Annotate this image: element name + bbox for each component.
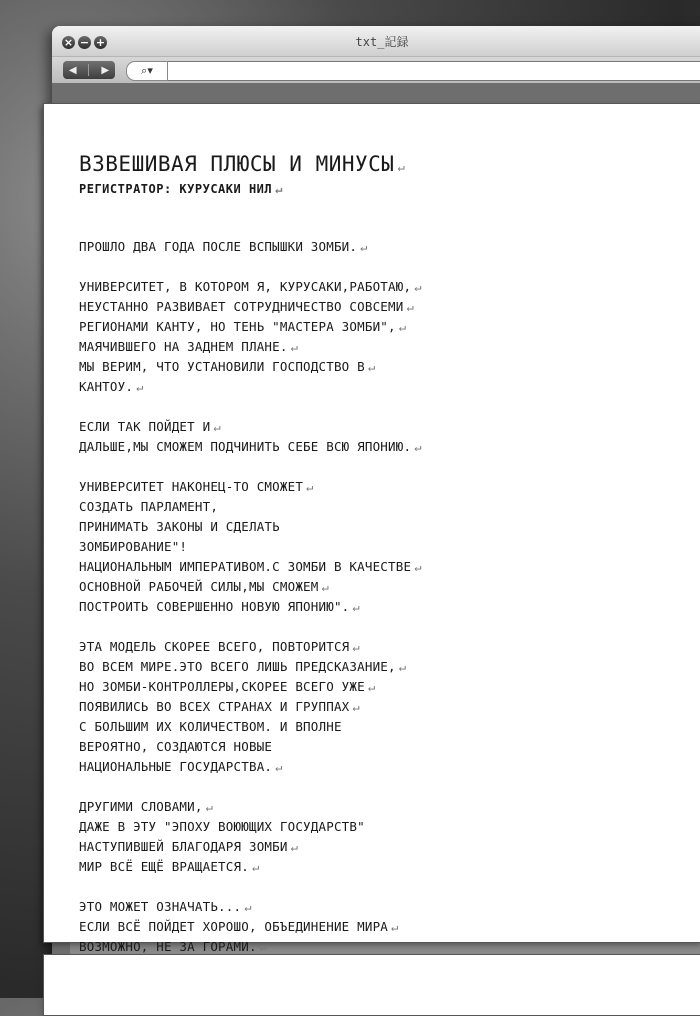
back-icon[interactable]: ◀ [68, 64, 77, 76]
return-icon: ↵ [321, 580, 329, 594]
address-bar[interactable] [160, 61, 700, 81]
return-icon: ↵ [251, 860, 260, 874]
text-line [79, 317, 549, 337]
document-text [79, 150, 549, 977]
line-text: КАНТОУ. [79, 379, 134, 394]
line-text: МИР ВСЁ ЕЩЁ ВРАЩАЕТСЯ. [79, 859, 249, 874]
line-text: ВОЗМОЖНО, НЕ ЗА ГОРАМИ. [79, 939, 257, 954]
line-text: ЗОМБИРОВАНИЕ"! [79, 539, 188, 554]
window-title: txt_記録 [355, 35, 409, 49]
line-text: ПОСТРОИТЬ СОВЕРШЕННО НОВУЮ ЯПОНИЮ". [79, 599, 350, 614]
text-line [79, 577, 549, 597]
text-line [79, 557, 549, 577]
line-text: ЕСЛИ ВСЁ ПОЙДЕТ ХОРОШО, ОБЪЕДИНЕНИЕ МИРА [79, 919, 389, 934]
line-text: НАЦИОНАЛЬНЫЕ ГОСУДАРСТВА. [79, 759, 273, 774]
return-icon: ↵ [398, 660, 407, 674]
text-line [79, 357, 549, 377]
text-line [79, 537, 549, 557]
minimize-icon[interactable]: − [79, 36, 90, 49]
return-icon: ↵ [275, 760, 283, 774]
line-text: ВО ВСЕМ МИРЕ.ЭТО ВСЕГО ЛИШЬ ПРЕДСКАЗАНИЕ, [79, 659, 396, 674]
text-line [79, 337, 549, 357]
line-text: РЕГИОНАМИ КАНТУ, НО ТЕНЬ "МАСТЕРА ЗОМБИ", [79, 319, 396, 334]
return-icon: ↵ [275, 182, 283, 196]
line-text: ПОЯВИЛИСЬ ВО ВСЕХ СТРАНАХ И ГРУППАХ [79, 699, 350, 714]
return-icon: ↵ [213, 420, 221, 434]
document-author: РЕГИСТРАТОР: КУРУСАКИ НИЛ ↵ [79, 182, 283, 196]
line-text: НО ЗОМБИ-КОНТРОЛЛЕРЫ,СКОРЕЕ ВСЕГО УЖЕ [79, 679, 365, 694]
document-body [79, 237, 549, 957]
text-line [79, 657, 549, 677]
line-text: ЭТА МОДЕЛЬ СКОРЕЕ ВСЕГО, ПОВТОРИТСЯ [79, 639, 350, 654]
text-line [79, 237, 549, 257]
line-text: МАЯЧИВШЕГО НА ЗАДНЕМ ПЛАНЕ. [79, 339, 288, 354]
return-icon: ↵ [290, 840, 299, 854]
text-line [79, 297, 549, 317]
document-title: ВЗВЕШИВАЯ ПЛЮСЫ И МИНУСЫ ↵ [79, 152, 406, 176]
line-text: ЕСЛИ ТАК ПОЙДЕТ И [79, 419, 211, 434]
return-icon: ↵ [360, 240, 368, 254]
return-icon: ↵ [290, 340, 299, 354]
text-line [79, 717, 549, 737]
text-line [79, 417, 549, 437]
line-text: МЫ ВЕРИМ, ЧТО УСТАНОВИЛИ ГОСПОДСТВО В [79, 359, 365, 374]
return-icon: ↵ [259, 940, 268, 954]
return-icon: ↵ [205, 800, 214, 814]
toolbar [52, 57, 700, 84]
text-line [79, 797, 549, 817]
paragraph [79, 477, 549, 617]
paragraph [79, 237, 549, 257]
text-line [79, 737, 549, 757]
line-text: УНИВЕРСИТЕТ, В КОТОРОМ Я, КУРУСАКИ,РАБОТАЮ, [79, 279, 412, 294]
text-line [79, 477, 549, 497]
text-line [79, 697, 549, 717]
address-input[interactable] [161, 65, 700, 83]
return-icon: ↵ [244, 900, 252, 914]
maximize-icon[interactable]: + [95, 36, 106, 49]
line-text: ДАЖЕ В ЭТУ "ЭПОХУ ВОЮЮЩИХ ГОСУДАРСТВ" [79, 819, 365, 834]
line-text: ДРУГИМИ СЛОВАМИ, [79, 799, 203, 814]
text-line [79, 517, 549, 537]
title-bar [52, 26, 700, 57]
line-text: СОЗДАТЬ ПАРЛАМЕНТ, [79, 499, 219, 514]
line-text: С БОЛЬШИМ ИХ КОЛИЧЕСТВОМ. И ВПОЛНЕ [79, 719, 342, 734]
text-line [79, 937, 549, 957]
text-line [79, 277, 549, 297]
search-icon[interactable]: ⌕▾ [126, 61, 168, 81]
return-icon: ↵ [352, 700, 360, 714]
text-line [79, 497, 549, 517]
line-text: НАСТУПИВШЕЙ БЛАГОДАРЯ ЗОМБИ [79, 839, 288, 854]
return-icon: ↵ [391, 920, 399, 934]
text-line [79, 837, 549, 857]
close-icon[interactable]: × [63, 36, 74, 49]
return-icon: ↵ [414, 560, 422, 574]
return-icon: ↵ [352, 600, 360, 614]
line-text: ДАЛЬШЕ,МЫ СМОЖЕМ ПОДЧИНИТЬ СЕБЕ ВСЮ ЯПОНИЮ. [79, 439, 412, 454]
line-text: ВЕРОЯТНО, СОЗДАЮТСЯ НОВЫЕ [79, 739, 273, 754]
paragraph [79, 637, 549, 777]
text-line [79, 817, 549, 837]
line-text: ОСНОВНОЙ РАБОЧЕЙ СИЛЫ,МЫ СМОЖЕМ [79, 579, 319, 594]
text-line [79, 597, 549, 617]
text-line [79, 757, 549, 777]
return-icon: ↵ [367, 360, 376, 374]
text-line [79, 377, 549, 397]
paragraph [79, 897, 549, 957]
paragraph [79, 417, 549, 457]
text-line [79, 917, 549, 937]
return-icon: ↵ [414, 440, 422, 454]
return-icon: ↵ [406, 300, 414, 314]
forward-icon[interactable]: ▶ [101, 64, 110, 76]
return-icon: ↵ [414, 280, 422, 294]
text-line [79, 677, 549, 697]
line-text: ПРИНИМАТЬ ЗАКОНЫ И СДЕЛАТЬ [79, 519, 280, 534]
line-text: ЭТО МОЖЕТ ОЗНАЧАТЬ... [79, 899, 242, 914]
return-icon: ↵ [136, 380, 144, 394]
return-icon: ↵ [397, 160, 406, 174]
line-text: УНИВЕРСИТЕТ НАКОНЕЦ-ТО СМОЖЕТ [79, 479, 304, 494]
line-text: НЕУСТАННО РАЗВИВАЕТ СОТРУДНИЧЕСТВО СОВСЕМИ [79, 299, 404, 314]
line-text: НАЦИОНАЛЬНЫМ ИМПЕРАТИВОМ.С ЗОМБИ В КАЧЕСТВЕ [79, 559, 412, 574]
line-text: ПРОШЛО ДВА ГОДА ПОСЛЕ ВСПЫШКИ ЗОМБИ. [79, 239, 358, 254]
paragraph [79, 797, 549, 877]
nav-separator [88, 64, 89, 76]
text-line [79, 897, 549, 917]
nav-buttons [63, 61, 115, 79]
return-icon: ↵ [398, 320, 407, 334]
paragraph [79, 277, 549, 397]
return-icon: ↵ [352, 640, 360, 654]
return-icon: ↵ [306, 480, 314, 494]
text-line [79, 857, 549, 877]
text-line [79, 637, 549, 657]
return-icon: ↵ [367, 680, 376, 694]
text-line [79, 437, 549, 457]
